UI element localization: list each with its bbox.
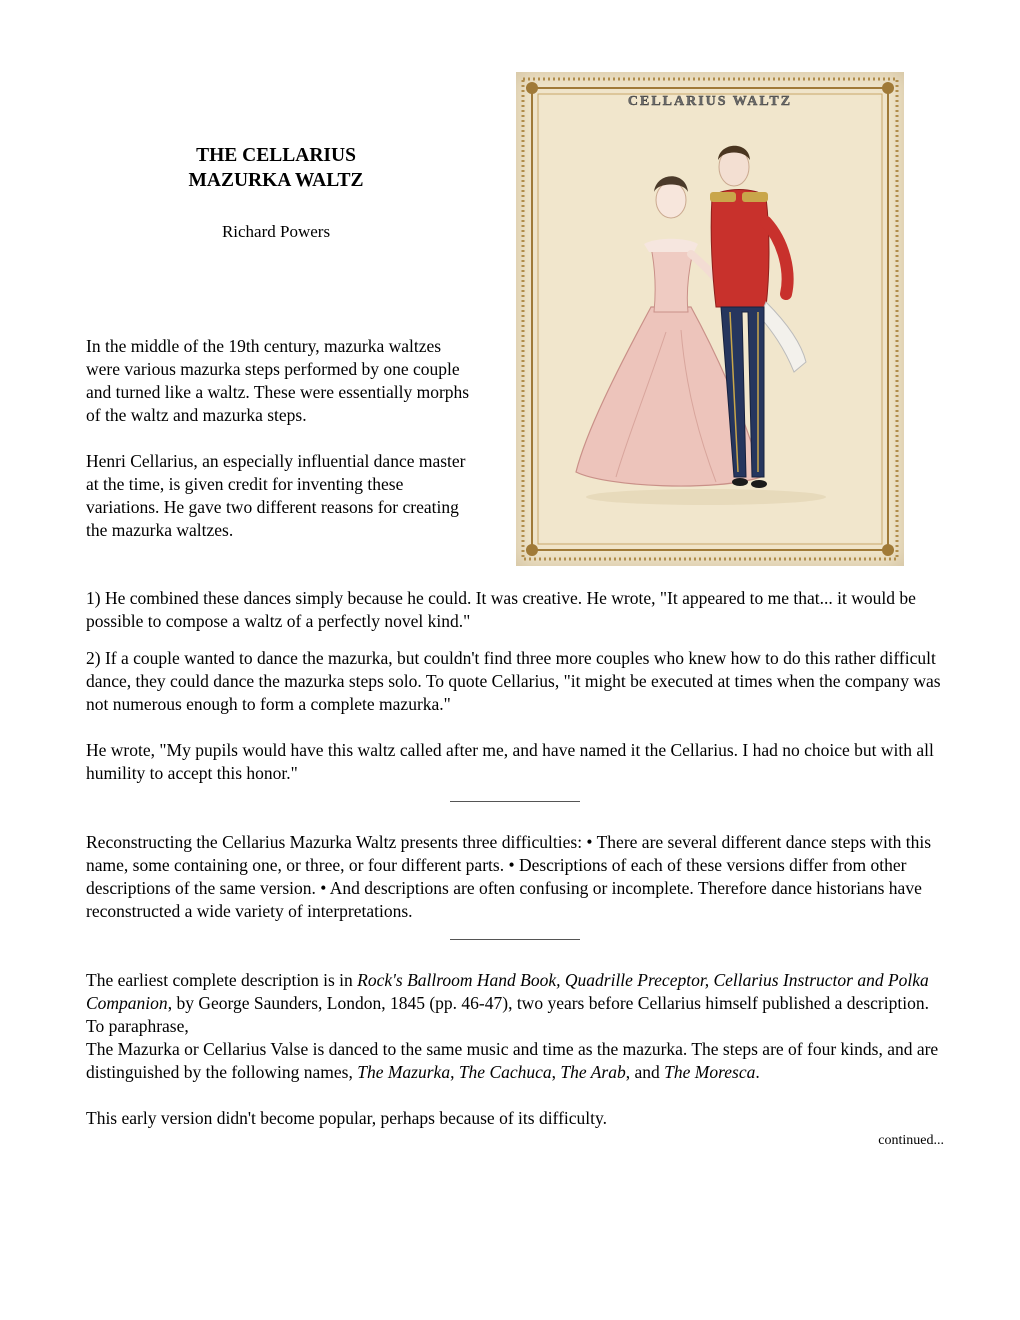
quote-separator: , and	[625, 1062, 665, 1082]
reason-2-paragraph: 2) If a couple wanted to dance the mazurka, but couldn't find three more couples who knew how to do this rather difficult dance, they could dance the mazurka steps solo. To quote Cellarius, "it might be executed at times when the company was not numerous enough to form a complete mazurka."	[86, 648, 941, 714]
step-name-moresca: The Moresca	[664, 1062, 756, 1082]
difficulties-paragraph: Reconstructing the Cellarius Mazurka Waltz presents three difficulties: • There are several different dance steps with this name, some containing one, or three, or four different parts. • Descriptions of each of these versions differ from other descriptions of the same version. • And descriptions are often confusing or incomplete. Therefore dance historians have reconstructed a wide variety of interpretations.	[86, 832, 932, 921]
step-name-mazurka: The Mazurka	[357, 1062, 451, 1082]
section-divider-1	[86, 785, 944, 831]
continued-label: continued...	[878, 1133, 944, 1148]
gentleman-boot-left	[732, 478, 748, 486]
earliest-text-pre: The earliest complete description is in	[86, 970, 358, 990]
section-divider-2	[86, 923, 944, 969]
gentleman-red-coat	[711, 190, 769, 308]
illustration-svg	[516, 72, 904, 566]
intro-paragraph-2: Henri Cellarius, an especially influential dance master at the time, is given credit for inventing these variations. He gave two different reasons for creating the mazurka waltzes.	[86, 451, 466, 540]
page-title-line-1: THE CELLARIUS	[196, 145, 356, 166]
author-name: Richard Powers	[221, 222, 331, 241]
illustration-caption: CELLARIUS WALTZ	[627, 94, 793, 109]
quote-separator: ,	[450, 1062, 459, 1082]
earliest-description-paragraph	[86, 969, 944, 1038]
quote-end: .	[755, 1062, 760, 1082]
ground-shadow	[586, 489, 826, 505]
intro-column	[86, 335, 471, 565]
reason-1-paragraph: 1) He combined these dances simply because he could. It was creative. He wrote, "It appeared to me that... it would be possible to compose a waltz of a perfectly novel kind."	[86, 588, 916, 631]
epaulette-right	[742, 192, 768, 202]
lady-face	[656, 182, 686, 218]
intro-paragraph-1: In the middle of the 19th century, mazurka waltzes were various mazurka steps performed by one couple and turned like a waltz. These were essentially morphs of the waltz and mazurka steps.	[86, 336, 470, 425]
lady-bodice	[651, 247, 694, 312]
book-title: Rock's Ballroom Hand Book, Quadrille Preceptor, Cellarius Instructor and Polka Companion	[86, 970, 929, 1013]
lady-shoulders	[644, 239, 698, 252]
gentleman-sash	[760, 302, 806, 372]
block-quote	[86, 1038, 944, 1084]
pupils-quote-paragraph: He wrote, "My pupils would have this waltz called after me, and have named it the Cellarius. I had no choice but with all humility to accept this honor."	[86, 740, 934, 783]
outer-border	[523, 79, 897, 559]
step-name-cachuca: The Cachuca	[458, 1062, 552, 1082]
step-name-arab: The Arab	[560, 1062, 626, 1082]
page-title-line-2: MAZURKA WALTZ	[188, 170, 364, 191]
cellarius-waltz-illustration	[516, 72, 904, 566]
quote-text: The Mazurka or Cellarius Valse is danced to the same music and time as the mazurka. The steps are of four kinds, and are distinguished by the following names,	[86, 1039, 939, 1082]
title-block	[150, 143, 402, 243]
gentleman-boot-right	[751, 480, 767, 488]
closing-paragraph: This early version didn't become popular, perhaps because of its difficulty.	[86, 1108, 607, 1128]
epaulette-left	[710, 192, 736, 202]
body-text	[86, 587, 944, 1150]
earliest-text-post: , by George Saunders, London, 1845 (pp. 46-47), two years before Cellarius himself published a description. To paraphrase,	[86, 993, 929, 1036]
quote-separator: ,	[551, 1062, 561, 1082]
